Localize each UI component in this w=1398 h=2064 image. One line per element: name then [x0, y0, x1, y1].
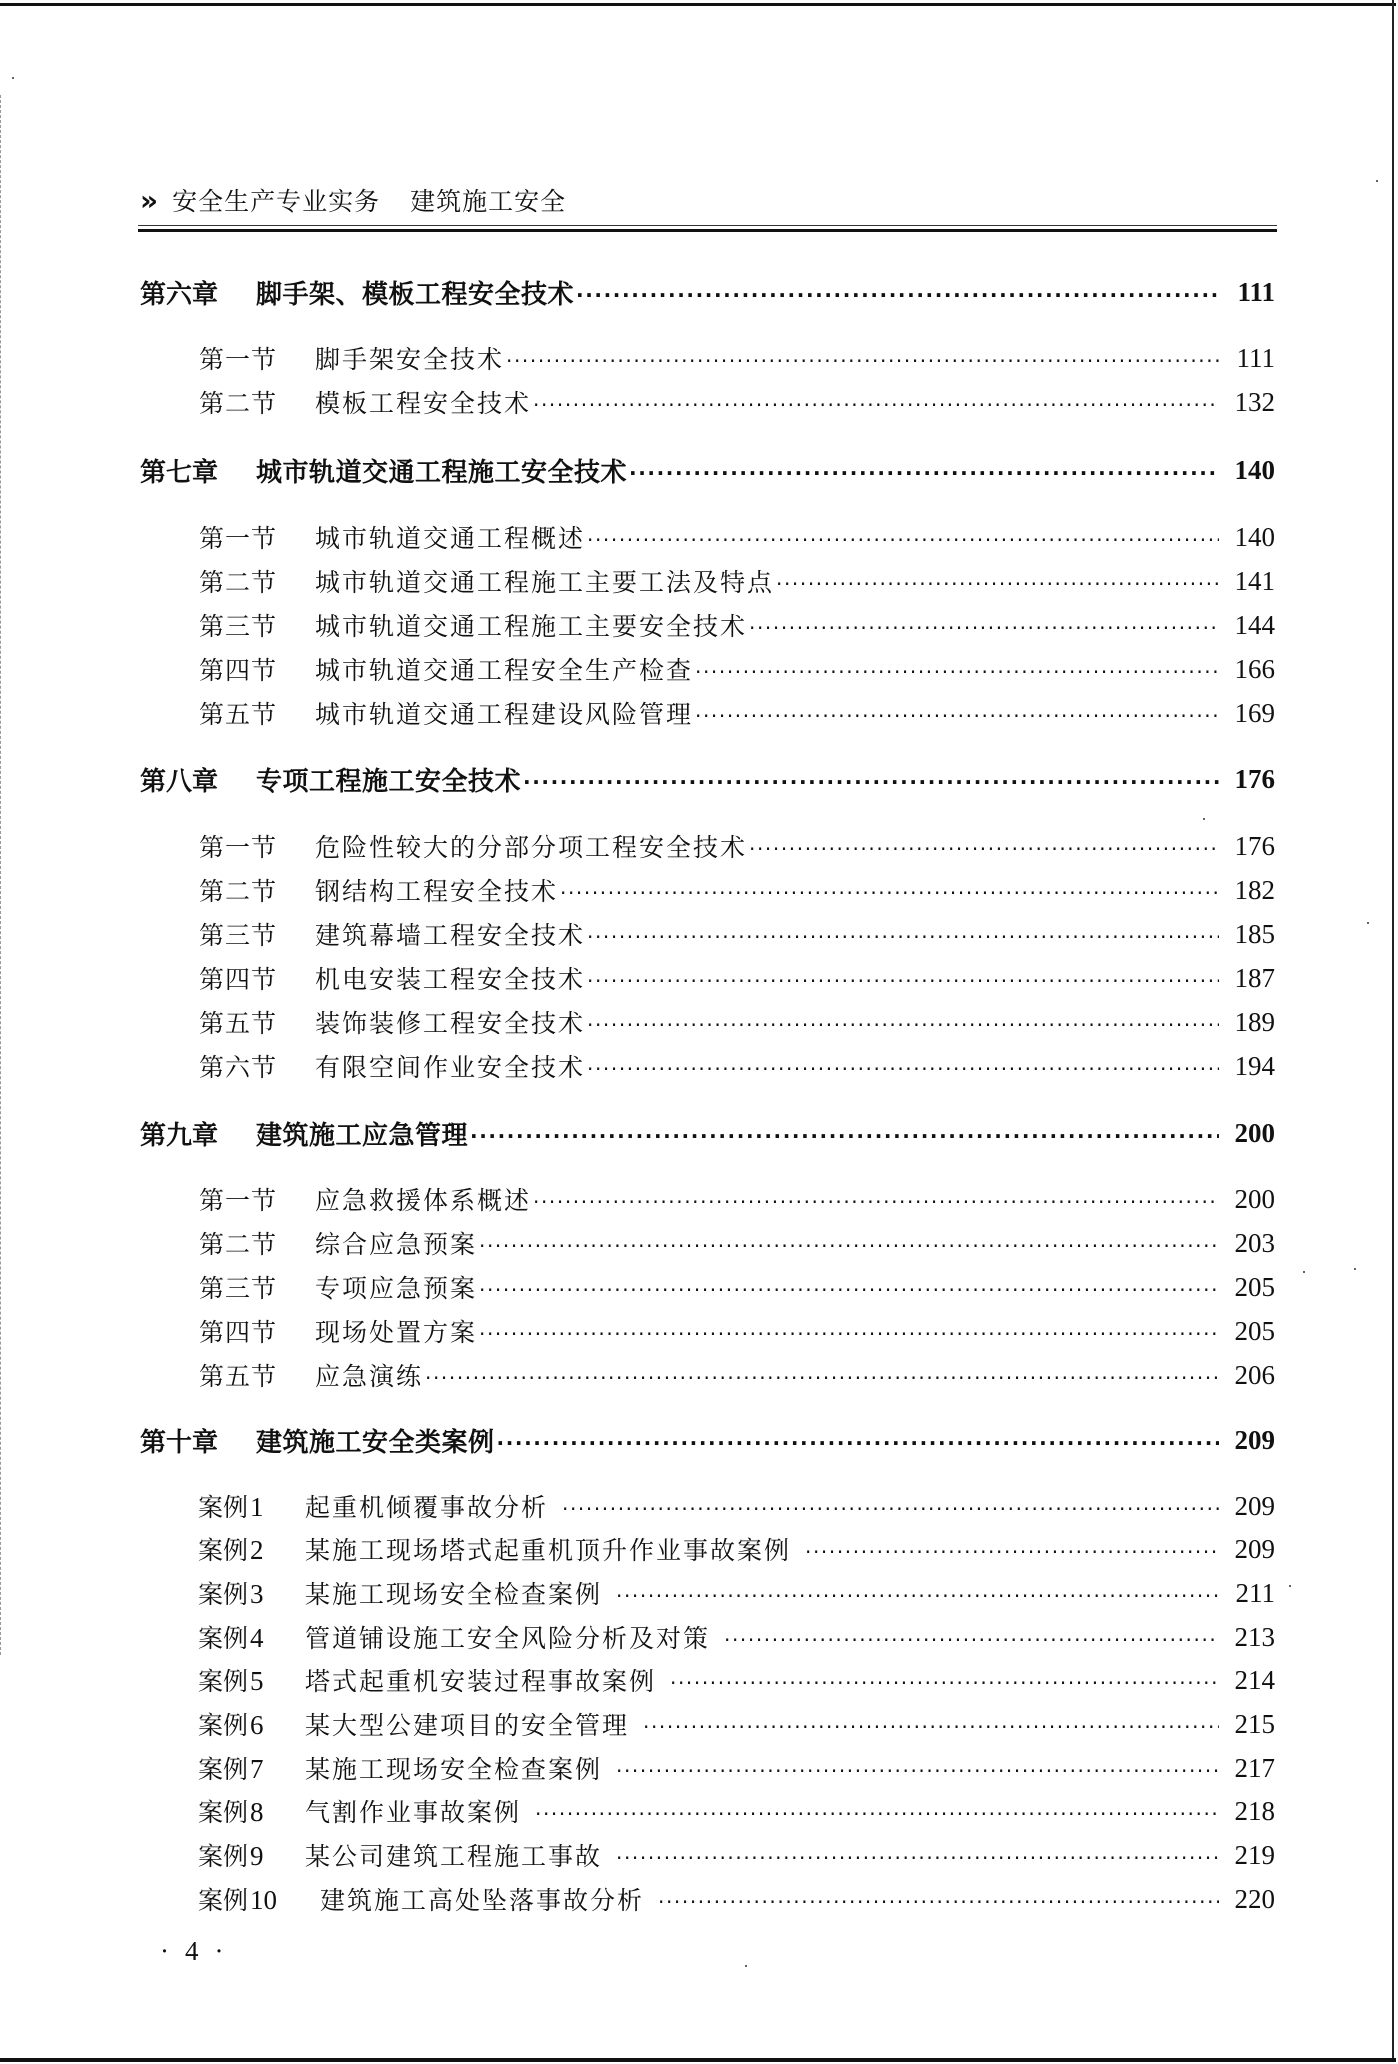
- chapter-title: 城市轨道交通工程施工安全技术: [256, 457, 628, 488]
- page-number: 220: [1234, 1883, 1275, 1914]
- page-number: 182: [1234, 874, 1275, 905]
- case-number: 3: [250, 1579, 264, 1609]
- dot-leader: [805, 1529, 1219, 1569]
- case-label: [198, 1575, 305, 1611]
- dot-leader: [670, 1660, 1219, 1700]
- series-title: 安全生产专业实务: [172, 187, 381, 216]
- case-label: [198, 1750, 305, 1786]
- chapter-title: 建筑施工应急管理: [256, 1120, 469, 1151]
- case-title: 起重机倾覆事故分析: [305, 1493, 549, 1522]
- section-title: 城市轨道交通工程概述: [315, 524, 586, 553]
- toc-section[interactable]: [199, 605, 1275, 645]
- page-number: 211: [1235, 1577, 1275, 1608]
- toc-section[interactable]: [199, 1046, 1275, 1086]
- scan-speck: [1376, 180, 1378, 182]
- dot-leader: [479, 1267, 1219, 1307]
- case-number: 4: [250, 1623, 264, 1653]
- page-number: 140: [1234, 454, 1275, 485]
- case-number: 9: [250, 1841, 264, 1871]
- scan-speck: [1203, 818, 1205, 820]
- page-border-right: [1392, 0, 1394, 2062]
- toc-section[interactable]: [199, 914, 1275, 954]
- page-number: 111: [1237, 276, 1275, 307]
- toc-section[interactable]: [199, 517, 1275, 557]
- case-number: 7: [250, 1754, 264, 1784]
- page-number: 218: [1234, 1795, 1275, 1826]
- dot-leader: [616, 1835, 1219, 1875]
- section-title: 装饰装修工程安全技术: [315, 1009, 586, 1038]
- page-number: 185: [1234, 918, 1275, 949]
- case-label: [198, 1662, 305, 1698]
- page-number: 189: [1234, 1006, 1275, 1037]
- case-label: [198, 1881, 320, 1917]
- toc-section[interactable]: [199, 1355, 1275, 1395]
- toc-case[interactable]: [198, 1879, 1275, 1919]
- case-number: 1: [250, 1492, 264, 1522]
- section-label: 第二节: [199, 568, 278, 597]
- chapter-label: 第九章: [140, 1120, 219, 1151]
- page-number: 205: [1234, 1315, 1275, 1346]
- footer-dot-left: ·: [160, 1936, 171, 1966]
- dot-leader: [576, 272, 1219, 312]
- section-label: 第四节: [199, 1318, 278, 1347]
- section-title: 机电安装工程安全技术: [315, 965, 586, 994]
- section-label: 第五节: [199, 1362, 278, 1391]
- toc-section[interactable]: [199, 338, 1275, 378]
- toc-case[interactable]: [198, 1704, 1275, 1744]
- section-label: 第二节: [199, 1230, 278, 1259]
- toc-section[interactable]: [199, 561, 1275, 601]
- case-prefix: 案例: [198, 1667, 249, 1696]
- dot-leader: [616, 1748, 1219, 1788]
- case-title: 建筑施工高处坠落事故分析: [320, 1886, 645, 1915]
- dot-leader: [776, 561, 1219, 601]
- dot-leader: [497, 1420, 1219, 1460]
- case-label: [198, 1488, 305, 1524]
- case-prefix: 案例: [198, 1886, 249, 1915]
- page-number: 169: [1234, 697, 1275, 728]
- toc-section[interactable]: [199, 1311, 1275, 1351]
- toc-chapter-8[interactable]: [140, 759, 1275, 799]
- header-rule-thin: [138, 225, 1277, 226]
- section-title: 应急救援体系概述: [315, 1186, 532, 1215]
- case-number: 2: [250, 1535, 264, 1565]
- section-label: 第一节: [199, 524, 278, 553]
- toc-section[interactable]: [199, 826, 1275, 866]
- toc-section[interactable]: [199, 382, 1275, 422]
- running-header: [140, 182, 566, 218]
- section-title: 城市轨道交通工程建设风险管理: [315, 700, 694, 729]
- case-number: 6: [250, 1710, 264, 1740]
- page-number: 166: [1234, 653, 1275, 684]
- case-title: 某大型公建项目的安全管理: [305, 1711, 630, 1740]
- case-prefix: 案例: [198, 1798, 249, 1827]
- case-number: 5: [250, 1666, 264, 1696]
- dot-leader: [425, 1355, 1219, 1395]
- section-label: 第五节: [199, 700, 278, 729]
- section-title: 应急演练: [315, 1362, 424, 1391]
- case-label: [198, 1837, 305, 1873]
- page-number: 209: [1234, 1533, 1275, 1564]
- section-label: 第三节: [199, 921, 278, 950]
- section-title: 城市轨道交通工程施工主要安全技术: [315, 612, 748, 641]
- section-label: 第六节: [199, 1053, 278, 1082]
- page-number: 132: [1234, 386, 1275, 417]
- section-title: 城市轨道交通工程施工主要工法及特点: [315, 568, 775, 597]
- page-number: 214: [1234, 1664, 1275, 1695]
- dot-leader: [479, 1223, 1219, 1263]
- dot-leader: [643, 1704, 1219, 1744]
- section-label: 第二节: [199, 389, 278, 418]
- dot-leader: [695, 649, 1219, 689]
- page-number: 209: [1234, 1424, 1275, 1455]
- scan-speck: [12, 77, 14, 79]
- section-title: 现场处置方案: [315, 1318, 478, 1347]
- section-title: 专项应急预案: [315, 1274, 478, 1303]
- page-number: 176: [1234, 830, 1275, 861]
- page-number: 187: [1234, 962, 1275, 993]
- section-title: 模板工程安全技术: [315, 389, 532, 418]
- section-label: 第一节: [199, 345, 278, 374]
- dot-leader: [616, 1573, 1219, 1613]
- section-label: 第三节: [199, 612, 278, 641]
- header-rule-thick: [138, 229, 1277, 232]
- page-footer: [160, 1936, 226, 1967]
- toc-section[interactable]: [199, 1002, 1275, 1042]
- toc-case[interactable]: [198, 1660, 1275, 1700]
- page-number: 215: [1234, 1708, 1275, 1739]
- chapter-title: 脚手架、模板工程安全技术: [256, 279, 575, 310]
- page-number: 209: [1234, 1490, 1275, 1521]
- toc-case[interactable]: [198, 1835, 1275, 1875]
- section-label: 第三节: [199, 1274, 278, 1303]
- chapter-label: 第八章: [140, 766, 219, 797]
- case-label: [198, 1793, 305, 1829]
- case-label: [198, 1706, 305, 1742]
- page-number: 194: [1234, 1050, 1275, 1081]
- dot-leader: [587, 517, 1219, 557]
- chapter-label: 第七章: [140, 457, 219, 488]
- toc-case[interactable]: [198, 1529, 1275, 1569]
- dot-leader: [523, 759, 1219, 799]
- case-title: 某施工现场安全检查案例: [305, 1580, 603, 1609]
- dot-leader: [587, 1002, 1219, 1042]
- case-prefix: 案例: [198, 1711, 249, 1740]
- scan-speck: [1367, 922, 1369, 924]
- dot-leader: [562, 1486, 1219, 1526]
- toc-case[interactable]: [198, 1617, 1275, 1657]
- section-title: 钢结构工程安全技术: [315, 877, 559, 906]
- case-prefix: 案例: [198, 1624, 249, 1653]
- toc-section[interactable]: [199, 1179, 1275, 1219]
- dot-leader: [560, 870, 1219, 910]
- case-title: 管道铺设施工安全风险分析及对策: [305, 1624, 711, 1653]
- page-number: 206: [1234, 1359, 1275, 1390]
- toc-section[interactable]: [199, 870, 1275, 910]
- case-title: 某公司建筑工程施工事故: [305, 1842, 603, 1871]
- toc-section[interactable]: [199, 693, 1275, 733]
- case-prefix: 案例: [198, 1493, 249, 1522]
- page-number: 176: [1234, 763, 1275, 794]
- toc-section[interactable]: [199, 1267, 1275, 1307]
- toc-chapter-9[interactable]: [140, 1113, 1275, 1153]
- double-chevron-right-icon: »: [140, 183, 155, 217]
- page-border-bottom: [0, 2058, 1396, 2062]
- case-title: 某施工现场安全检查案例: [305, 1755, 603, 1784]
- toc-case[interactable]: [198, 1573, 1275, 1613]
- dot-leader: [587, 1046, 1219, 1086]
- section-label: 第二节: [199, 877, 278, 906]
- case-title: 气割作业事故案例: [305, 1798, 522, 1827]
- book-title: 建筑施工安全: [410, 187, 567, 216]
- dot-leader: [749, 605, 1219, 645]
- scan-speck: [1303, 1271, 1305, 1273]
- page-border-left: [0, 95, 2, 1655]
- toc-case[interactable]: [198, 1748, 1275, 1788]
- case-title: 塔式起重机安装过程事故案例: [305, 1667, 657, 1696]
- case-title: 某施工现场塔式起重机顶升作业事故案例: [305, 1536, 792, 1565]
- case-prefix: 案例: [198, 1755, 249, 1784]
- dot-leader: [695, 693, 1219, 733]
- section-title: 建筑幕墙工程安全技术: [315, 921, 586, 950]
- case-number: 8: [250, 1797, 264, 1827]
- toc-case[interactable]: [198, 1791, 1275, 1831]
- page-number: 219: [1234, 1839, 1275, 1870]
- case-number: 10: [250, 1885, 278, 1915]
- section-title: 城市轨道交通工程安全生产检查: [315, 656, 694, 685]
- dot-leader: [629, 450, 1219, 490]
- scan-speck: [1289, 1585, 1291, 1587]
- toc-section[interactable]: [199, 649, 1275, 689]
- section-label: 第一节: [199, 833, 278, 862]
- page-number: 213: [1234, 1621, 1275, 1652]
- case-label: [198, 1619, 305, 1655]
- section-title: 有限空间作业安全技术: [315, 1053, 586, 1082]
- page-border-top: [0, 3, 1396, 6]
- case-prefix: 案例: [198, 1580, 249, 1609]
- section-title: 危险性较大的分部分项工程安全技术: [315, 833, 748, 862]
- page-number: 111: [1236, 342, 1275, 373]
- dot-leader: [658, 1879, 1219, 1919]
- page-number: 200: [1234, 1117, 1275, 1148]
- page-number: 141: [1234, 565, 1275, 596]
- page-number: 203: [1234, 1227, 1275, 1258]
- scan-speck: [745, 1965, 747, 1967]
- section-label: 第四节: [199, 965, 278, 994]
- case-prefix: 案例: [198, 1842, 249, 1871]
- section-label: 第一节: [199, 1186, 278, 1215]
- section-title: 综合应急预案: [315, 1230, 478, 1259]
- case-label: [198, 1531, 305, 1567]
- chapter-label: 第十章: [140, 1427, 219, 1458]
- page-number: 205: [1234, 1271, 1275, 1302]
- case-prefix: 案例: [198, 1536, 249, 1565]
- page-number: 200: [1234, 1183, 1275, 1214]
- section-label: 第四节: [199, 656, 278, 685]
- page-number: 217: [1234, 1752, 1275, 1783]
- page-number: 144: [1234, 609, 1275, 640]
- dot-leader: [506, 338, 1219, 378]
- page-number: 140: [1234, 521, 1275, 552]
- footer-page-number: 4: [185, 1936, 201, 1966]
- footer-dot-right: ·: [214, 1936, 226, 1966]
- section-label: 第五节: [199, 1009, 278, 1038]
- chapter-title: 建筑施工安全类案例: [256, 1427, 495, 1458]
- dot-leader: [724, 1617, 1219, 1657]
- dot-leader: [479, 1311, 1219, 1351]
- chapter-title: 专项工程施工安全技术: [256, 766, 522, 797]
- dot-leader: [533, 382, 1219, 422]
- dot-leader: [587, 958, 1219, 998]
- toc-chapter-7[interactable]: [140, 450, 1275, 490]
- dot-leader: [470, 1113, 1219, 1153]
- dot-leader: [533, 1179, 1219, 1219]
- dot-leader: [749, 826, 1219, 866]
- toc-case[interactable]: [198, 1486, 1275, 1526]
- dot-leader: [535, 1791, 1219, 1831]
- toc-section[interactable]: [199, 1223, 1275, 1263]
- toc-chapter-10[interactable]: [140, 1420, 1275, 1460]
- toc-section[interactable]: [199, 958, 1275, 998]
- dot-leader: [587, 914, 1219, 954]
- chapter-label: 第六章: [140, 279, 219, 310]
- scan-speck: [1354, 1268, 1356, 1270]
- section-title: 脚手架安全技术: [315, 345, 505, 374]
- toc-chapter-6[interactable]: [140, 272, 1275, 312]
